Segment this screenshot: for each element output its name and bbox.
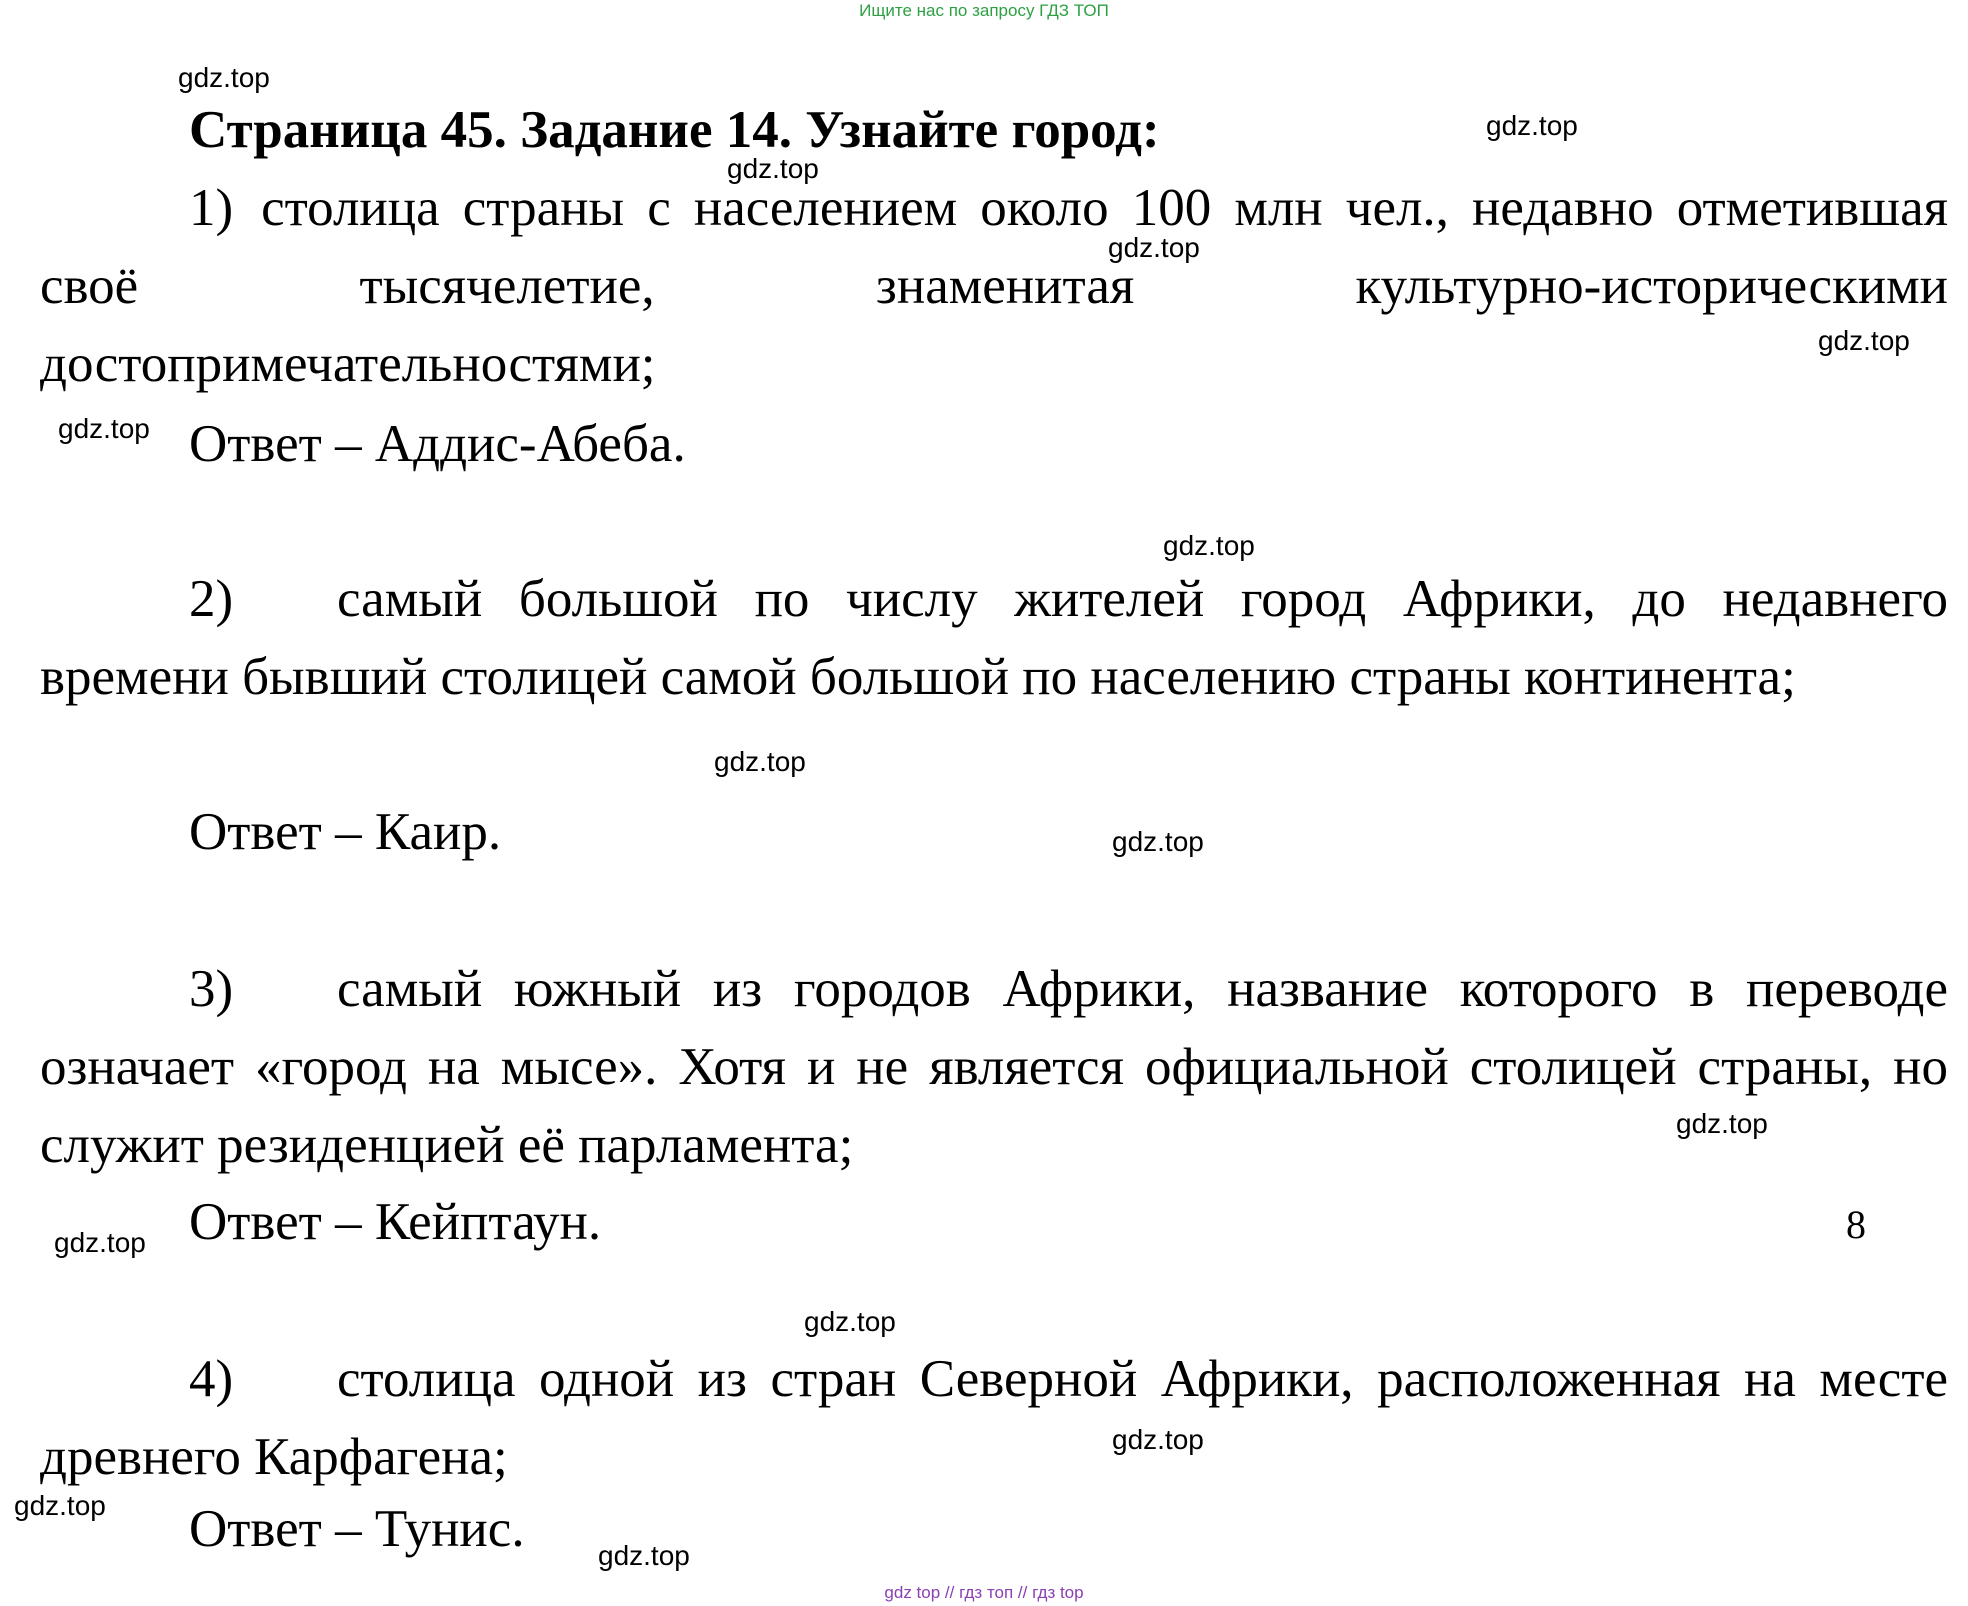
watermark: gdz.top (1112, 826, 1204, 857)
watermark: gdz.top (804, 1306, 896, 1337)
watermark: gdz.top (1112, 1424, 1204, 1455)
header-banner: Ищите нас по запросу ГДЗ ТОП (859, 1, 1109, 20)
task-item-text: самый южный из городов Африки, название которого в переводе означает «город на мысе». Хотя и не является официальной столицей страны, но служит резиденцией её парламента; (40, 960, 1948, 1174)
watermark: gdz.top (1676, 1108, 1768, 1139)
watermark: gdz.top (1818, 325, 1910, 356)
task-item-text: столица одной из стран Северной Африки, расположенная на месте древнего Карфагена; (40, 1350, 1948, 1486)
task-answer-2: Ответ – Каир. (189, 803, 502, 861)
task-item-number: 1) (189, 179, 234, 237)
watermark: gdz.top (1486, 110, 1578, 141)
task-item-2 (40, 560, 1948, 716)
task-answer-4: Ответ – Тунис. (189, 1500, 525, 1558)
watermark: gdz.top (598, 1540, 690, 1571)
task-answer-3: Ответ – Кейптаун. (189, 1193, 602, 1251)
watermark: gdz.top (1108, 232, 1200, 263)
footer-banner: gdz top // гдз топ // гдз top (884, 1583, 1084, 1602)
task-item-number: 2) (189, 570, 234, 628)
watermark: gdz.top (54, 1227, 146, 1258)
task-item-4 (40, 1340, 1948, 1496)
task-item-text: самый большой по числу жителей город Африки, до недавнего времени бывший столицей самой большой по населению страны континента; (40, 570, 1948, 706)
watermark: gdz.top (1163, 530, 1255, 561)
task-item-text: столица страны с населением около 100 млн чел., недавно отметившая своё тысячелетие, знаменитая культурно-историческими достопримечательностями; (40, 179, 1948, 393)
page-number: 8 (1846, 1202, 1866, 1247)
task-item-number: 3) (189, 960, 234, 1018)
task-answer-1: Ответ – Аддис-Абеба. (189, 415, 686, 473)
watermark: gdz.top (714, 746, 806, 777)
task-item-1 (40, 169, 1948, 403)
page-title: Страница 45. Задание 14. Узнайте город: (189, 101, 1160, 159)
watermark: gdz.top (178, 62, 270, 93)
task-item-3 (40, 950, 1948, 1184)
watermark: gdz.top (14, 1490, 106, 1521)
watermark: gdz.top (727, 153, 819, 184)
watermark: gdz.top (58, 413, 150, 444)
task-item-number: 4) (189, 1350, 234, 1408)
